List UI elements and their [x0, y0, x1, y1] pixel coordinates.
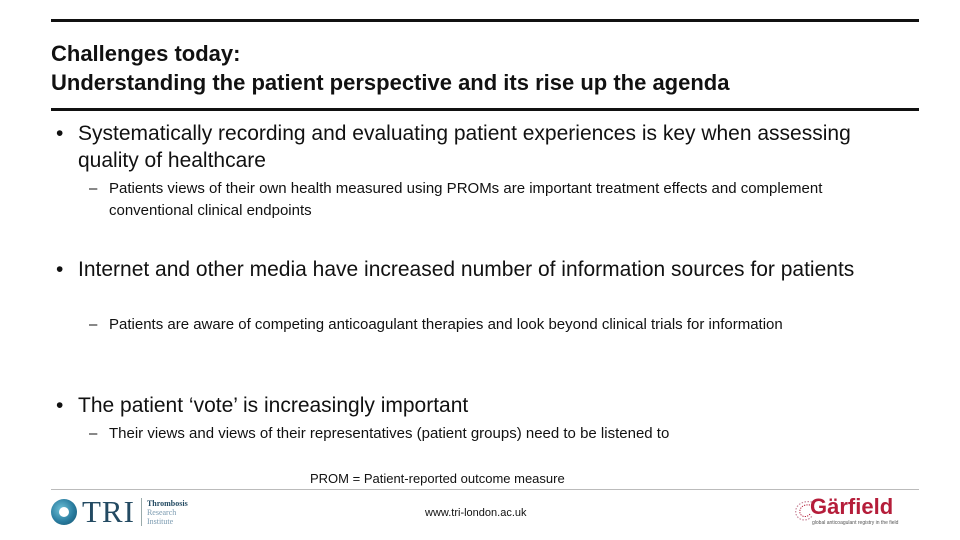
sub-bullet-3	[89, 423, 879, 445]
tri-subtitle-line-3: Institute	[146, 516, 174, 526]
garfield-logo	[792, 496, 914, 530]
tri-circle-icon	[51, 499, 77, 525]
sub-bullet-marker: –	[89, 316, 98, 333]
bullet-1-text: Systematically recording and evaluating patient experiences is key when assessing quality of healthcare	[78, 122, 851, 172]
bullet-marker: •	[56, 122, 64, 145]
garfield-tagline: global anticoagulant registry in the field	[812, 520, 899, 526]
tri-divider	[141, 498, 142, 526]
title-line-2: Understanding the patient perspective and its rise up the agenda	[51, 70, 730, 95]
tri-logo	[51, 496, 188, 528]
bullet-1	[56, 120, 898, 174]
tri-wordmark: TRI	[82, 494, 135, 529]
garfield-wordmark: Gärfield	[810, 494, 894, 519]
tri-subtitle	[147, 499, 188, 526]
slide-title	[51, 39, 729, 97]
sub-bullet-2	[89, 314, 879, 336]
tri-subtitle-line-2: Research	[146, 507, 177, 517]
bullet-2-text: Internet and other media have increased number of information sources for patients	[78, 258, 855, 281]
sub-bullet-3-text: Their views and views of their representatives (patient groups) need to be listened to	[109, 425, 670, 442]
tri-subtitle-line-1: Thrombosis	[146, 498, 188, 508]
sub-bullet-marker: –	[89, 425, 98, 442]
bullet-2	[56, 256, 898, 283]
top-rule	[51, 19, 919, 22]
title-underline-rule	[51, 108, 919, 111]
sub-bullet-2-text: Patients are aware of competing anticoagulant therapies and look beyond clinical trials for information	[109, 316, 783, 333]
footer-rule	[51, 489, 919, 490]
title-line-1: Challenges today:	[51, 41, 241, 66]
bullet-3-text: The patient ‘vote’ is increasingly important	[78, 394, 469, 417]
sub-bullet-marker: –	[89, 180, 98, 197]
footer-url: www.tri-london.ac.uk	[425, 507, 527, 519]
bullet-3	[56, 392, 898, 419]
footnote: PROM = Patient-reported outcome measure	[310, 471, 565, 486]
sub-bullet-1	[89, 178, 879, 222]
bullet-marker: •	[56, 258, 64, 281]
bullet-marker: •	[56, 394, 64, 417]
sub-bullet-1-text: Patients views of their own health measured using PROMs are important treatment effects and complement conventional clinical endpoints	[109, 180, 823, 219]
